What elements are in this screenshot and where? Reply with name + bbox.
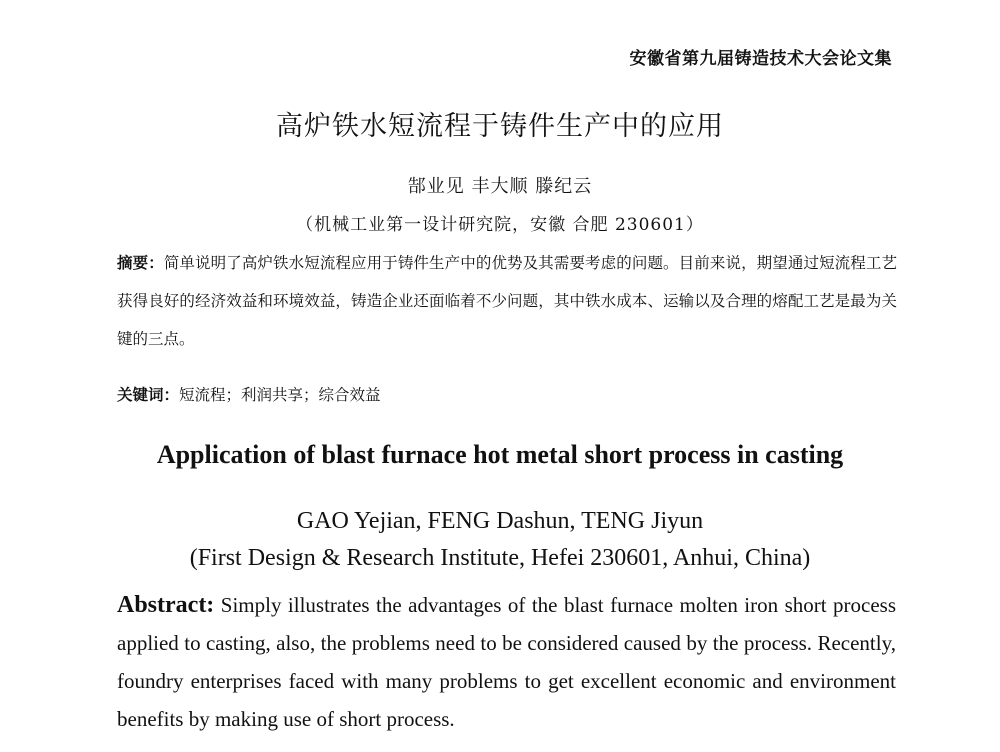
chinese-keywords-text: 短流程；利润共享；综合效益 [179, 386, 381, 404]
chinese-abstract-label: 摘要： [117, 254, 164, 272]
english-affiliation: (First Design & Research Institute, Hefei 230601, Anhui, China) [189, 545, 811, 571]
chinese-title: 高炉铁水短流程于铸件生产中的应用 [276, 111, 724, 142]
english-abstract [117, 586, 896, 738]
chinese-keywords [117, 380, 897, 410]
chinese-affiliation: （机械工业第一设计研究院，安徽 合肥 230601） [296, 215, 704, 235]
chinese-authors: 郜业见 丰大顺 滕纪云 [407, 176, 593, 197]
proceedings-header: 安徽省第九届铸造技术大会论文集 [629, 49, 892, 69]
english-title: Application of blast furnace hot metal short process in casting [156, 440, 844, 469]
english-authors: GAO Yejian, FENG Dashun, TENG Jiyun [296, 508, 704, 534]
chinese-abstract [117, 244, 897, 358]
english-abstract-label: Abstract: [117, 592, 215, 618]
english-abstract-text: Simply illustrates the advantages of the blast furnace molten iron short process applied to casting, also, the problems need to be considered caused by the process. Recently, foundry enterprises faced with many problems to get excellent economic and environment benefits by making use of short process. [117, 593, 897, 731]
chinese-keywords-label: 关键词： [117, 386, 180, 404]
chinese-abstract-text: 简单说明了高炉铁水短流程应用于铸件生产中的优势及其需要考虑的问题。目前来说，期望通过短流程工艺获得良好的经济效益和环境效益，铸造企业还面临着不少问题，其中铁水成本、运输以及合理的熔配工艺是最为关键的三点。 [117, 254, 897, 348]
